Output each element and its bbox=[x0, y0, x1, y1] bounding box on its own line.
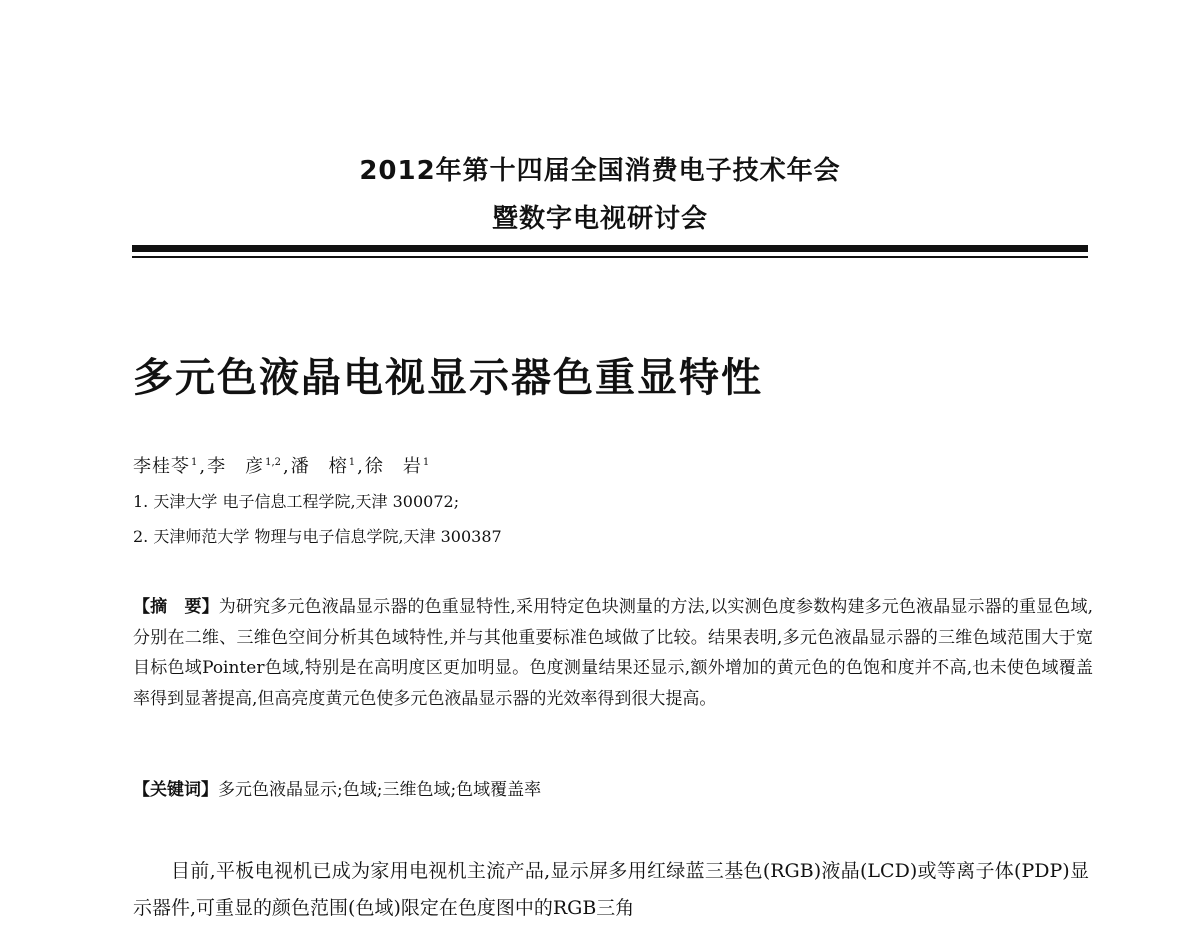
author-name: 徐 岩 bbox=[364, 456, 422, 477]
author-separator: , bbox=[283, 456, 289, 477]
author-affiliation-mark: 1 bbox=[348, 457, 356, 468]
author-affiliation-mark: 1 bbox=[191, 457, 198, 468]
abstract-text: 为研究多元色液晶显示器的色重显特性,采用特定色块测量的方法,以实测色度参数构建多元色液晶显示器的重显色域,分别在二维、三维色空间分析其色域特性,并与其他重要标准色域做了比较。结果表明,多元色液晶显示器的三维色域范围大于宽目标色域Pointer色域,特别是在高明度区更加明显。色度测量结果还显示,额外增加的黄元色的色饱和度并不高,也未使色域覆盖率得到显著提高,但高亮度黄元色使多元色液晶显示器的光效率得到很大提高。 bbox=[133, 597, 1094, 709]
conference-title-line1: 2012年第十四届全国消费电子技术年会 bbox=[359, 156, 841, 186]
author-affiliation-mark: 1 bbox=[422, 457, 430, 468]
paper-title: 多元色液晶电视显示器色重显特性 bbox=[133, 355, 763, 401]
author-separator: , bbox=[357, 456, 363, 477]
keywords-text: 多元色液晶显示;色域;三维色域;色域覆盖率 bbox=[218, 780, 542, 800]
abstract bbox=[133, 592, 1093, 714]
author-name: 李 彦 bbox=[207, 456, 265, 477]
keywords-label: 【关键词】 bbox=[133, 780, 218, 800]
header-rule-thick bbox=[132, 245, 1088, 252]
author-affiliation-mark: 1,2 bbox=[265, 457, 282, 468]
header-rule-thin bbox=[132, 256, 1088, 258]
conference-title-line2: 暨数字电视研讨会 bbox=[491, 204, 708, 234]
keywords bbox=[133, 775, 541, 800]
author-separator: , bbox=[199, 456, 206, 477]
body-paragraph: 目前,平板电视机已成为家用电视机主流产品,显示屏多用红绿蓝三基色(RGB)液晶(LCD)或等离子体(PDP)显示器件,可重显的颜色范围(色域)限定在色度图中的RGB三角 bbox=[133, 860, 1089, 919]
abstract-label: 【摘 要】 bbox=[133, 597, 219, 617]
author-list bbox=[133, 452, 429, 478]
affiliation-2: 2. 天津师范大学 物理与电子信息学院,天津 300387 bbox=[133, 527, 502, 546]
affiliation-1: 1. 天津大学 电子信息工程学院,天津 300072; bbox=[133, 492, 460, 511]
author-name: 潘 榕 bbox=[290, 456, 348, 477]
author-name: 李桂苓 bbox=[133, 456, 190, 477]
